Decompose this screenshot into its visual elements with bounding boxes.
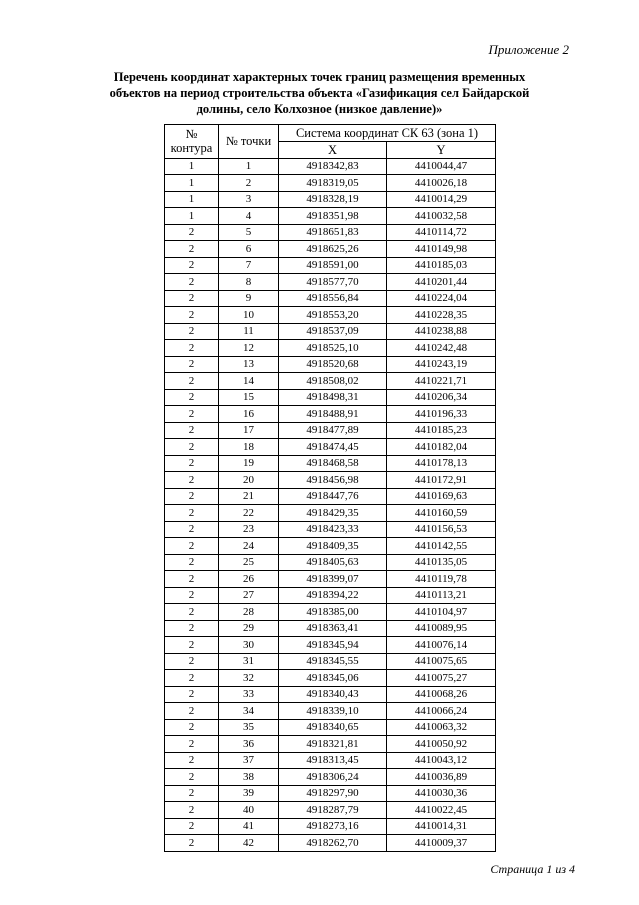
cell-point: 9 — [219, 290, 279, 307]
cell-contour: 2 — [165, 620, 219, 637]
cell-point: 26 — [219, 571, 279, 588]
cell-y: 4410185,03 — [387, 257, 496, 274]
cell-point: 7 — [219, 257, 279, 274]
cell-x: 4918520,68 — [279, 356, 387, 373]
cell-contour: 2 — [165, 785, 219, 802]
cell-y: 4410196,33 — [387, 406, 496, 423]
table-row — [165, 505, 496, 522]
cell-x: 4918340,43 — [279, 686, 387, 703]
cell-x: 4918447,76 — [279, 488, 387, 505]
table-row — [165, 472, 496, 489]
appendix-label: Приложение 2 — [488, 42, 569, 57]
cell-x: 4918297,90 — [279, 785, 387, 802]
cell-contour: 2 — [165, 455, 219, 472]
cell-x: 4918468,58 — [279, 455, 387, 472]
table-row — [165, 175, 496, 192]
cell-point: 33 — [219, 686, 279, 703]
cell-x: 4918456,98 — [279, 472, 387, 489]
table-row — [165, 257, 496, 274]
table-row — [165, 422, 496, 439]
cell-point: 2 — [219, 175, 279, 192]
table-row — [165, 307, 496, 324]
table-row — [165, 406, 496, 423]
table-row — [165, 604, 496, 621]
cell-y: 4410030,36 — [387, 785, 496, 802]
cell-contour: 2 — [165, 488, 219, 505]
cell-point: 1 — [219, 158, 279, 175]
table-body — [165, 158, 496, 851]
cell-x: 4918498,31 — [279, 389, 387, 406]
table-row — [165, 439, 496, 456]
cell-y: 4410156,53 — [387, 521, 496, 538]
cell-x: 4918577,70 — [279, 274, 387, 291]
cell-point: 18 — [219, 439, 279, 456]
cell-x: 4918651,83 — [279, 224, 387, 241]
cell-point: 41 — [219, 818, 279, 835]
cell-y: 4410076,14 — [387, 637, 496, 654]
cell-contour: 2 — [165, 653, 219, 670]
cell-point: 36 — [219, 736, 279, 753]
header-x: X — [279, 141, 387, 158]
cell-x: 4918262,70 — [279, 835, 387, 852]
cell-point: 25 — [219, 554, 279, 571]
cell-point: 39 — [219, 785, 279, 802]
cell-point: 27 — [219, 587, 279, 604]
cell-contour: 2 — [165, 274, 219, 291]
table-row — [165, 653, 496, 670]
cell-x: 4918394,22 — [279, 587, 387, 604]
title-line: долины, село Колхозное (низкое давление)» — [196, 102, 443, 116]
cell-contour: 2 — [165, 703, 219, 720]
table-row — [165, 835, 496, 852]
cell-x: 4918328,19 — [279, 191, 387, 208]
cell-y: 4410238,88 — [387, 323, 496, 340]
cell-contour: 2 — [165, 802, 219, 819]
cell-point: 20 — [219, 472, 279, 489]
table-row — [165, 290, 496, 307]
cell-x: 4918273,16 — [279, 818, 387, 835]
cell-point: 22 — [219, 505, 279, 522]
cell-contour: 2 — [165, 439, 219, 456]
cell-contour: 1 — [165, 158, 219, 175]
cell-point: 35 — [219, 719, 279, 736]
table-row — [165, 191, 496, 208]
cell-x: 4918625,26 — [279, 241, 387, 258]
cell-contour: 2 — [165, 571, 219, 588]
cell-contour: 2 — [165, 307, 219, 324]
cell-x: 4918345,55 — [279, 653, 387, 670]
table-row — [165, 208, 496, 225]
cell-point: 4 — [219, 208, 279, 225]
cell-contour: 1 — [165, 175, 219, 192]
cell-y: 4410068,26 — [387, 686, 496, 703]
cell-x: 4918423,33 — [279, 521, 387, 538]
cell-y: 4410044,47 — [387, 158, 496, 175]
cell-x: 4918306,24 — [279, 769, 387, 786]
title-line: объектов на период строительства объекта «Газификация сел Байдарской — [109, 86, 530, 100]
cell-point: 6 — [219, 241, 279, 258]
cell-x: 4918313,45 — [279, 752, 387, 769]
cell-contour: 2 — [165, 818, 219, 835]
table-row — [165, 752, 496, 769]
cell-y: 4410160,59 — [387, 505, 496, 522]
cell-contour: 2 — [165, 406, 219, 423]
cell-x: 4918537,09 — [279, 323, 387, 340]
table-row — [165, 521, 496, 538]
cell-contour: 2 — [165, 835, 219, 852]
cell-point: 31 — [219, 653, 279, 670]
cell-y: 4410032,58 — [387, 208, 496, 225]
cell-y: 4410014,31 — [387, 818, 496, 835]
cell-point: 3 — [219, 191, 279, 208]
cell-contour: 2 — [165, 538, 219, 555]
cell-x: 4918477,89 — [279, 422, 387, 439]
cell-x: 4918339,10 — [279, 703, 387, 720]
table-row — [165, 373, 496, 390]
cell-y: 4410022,45 — [387, 802, 496, 819]
coordinates-table — [164, 124, 496, 852]
cell-x: 4918591,00 — [279, 257, 387, 274]
table-row — [165, 703, 496, 720]
cell-y: 4410104,97 — [387, 604, 496, 621]
cell-contour: 2 — [165, 719, 219, 736]
cell-y: 4410224,04 — [387, 290, 496, 307]
cell-y: 4410089,95 — [387, 620, 496, 637]
table-row — [165, 620, 496, 637]
cell-y: 4410036,89 — [387, 769, 496, 786]
cell-x: 4918319,05 — [279, 175, 387, 192]
cell-x: 4918399,07 — [279, 571, 387, 588]
cell-contour: 2 — [165, 686, 219, 703]
cell-contour: 2 — [165, 373, 219, 390]
cell-point: 38 — [219, 769, 279, 786]
cell-y: 4410066,24 — [387, 703, 496, 720]
cell-contour: 2 — [165, 736, 219, 753]
cell-x: 4918345,94 — [279, 637, 387, 654]
cell-y: 4410075,65 — [387, 653, 496, 670]
cell-y: 4410178,13 — [387, 455, 496, 472]
cell-contour: 2 — [165, 340, 219, 357]
cell-y: 4410063,32 — [387, 719, 496, 736]
table-row — [165, 554, 496, 571]
cell-point: 32 — [219, 670, 279, 687]
header-contour: № контура — [165, 125, 219, 159]
cell-x: 4918556,84 — [279, 290, 387, 307]
table-row — [165, 241, 496, 258]
cell-y: 4410014,29 — [387, 191, 496, 208]
cell-point: 5 — [219, 224, 279, 241]
cell-contour: 2 — [165, 637, 219, 654]
cell-point: 40 — [219, 802, 279, 819]
cell-y: 4410026,18 — [387, 175, 496, 192]
cell-x: 4918351,98 — [279, 208, 387, 225]
cell-y: 4410243,19 — [387, 356, 496, 373]
cell-point: 15 — [219, 389, 279, 406]
cell-x: 4918488,91 — [279, 406, 387, 423]
table-row — [165, 323, 496, 340]
cell-x: 4918474,45 — [279, 439, 387, 456]
cell-x: 4918429,35 — [279, 505, 387, 522]
cell-point: 13 — [219, 356, 279, 373]
cell-contour: 2 — [165, 241, 219, 258]
cell-x: 4918405,63 — [279, 554, 387, 571]
cell-y: 4410228,35 — [387, 307, 496, 324]
cell-contour: 2 — [165, 554, 219, 571]
cell-contour: 2 — [165, 356, 219, 373]
table-row — [165, 719, 496, 736]
cell-point: 30 — [219, 637, 279, 654]
cell-contour: 2 — [165, 422, 219, 439]
cell-x: 4918363,41 — [279, 620, 387, 637]
table-row — [165, 274, 496, 291]
cell-x: 4918287,79 — [279, 802, 387, 819]
cell-contour: 2 — [165, 389, 219, 406]
page-number: Страница 1 из 4 — [490, 862, 575, 876]
table-row — [165, 488, 496, 505]
cell-x: 4918342,83 — [279, 158, 387, 175]
cell-contour: 2 — [165, 224, 219, 241]
cell-point: 29 — [219, 620, 279, 637]
cell-y: 4410206,34 — [387, 389, 496, 406]
cell-contour: 1 — [165, 191, 219, 208]
cell-point: 24 — [219, 538, 279, 555]
table-row — [165, 587, 496, 604]
table-row — [165, 769, 496, 786]
cell-x: 4918508,02 — [279, 373, 387, 390]
cell-point: 12 — [219, 340, 279, 357]
cell-contour: 2 — [165, 290, 219, 307]
cell-point: 23 — [219, 521, 279, 538]
cell-x: 4918409,35 — [279, 538, 387, 555]
cell-x: 4918345,06 — [279, 670, 387, 687]
cell-contour: 2 — [165, 752, 219, 769]
cell-y: 4410050,92 — [387, 736, 496, 753]
cell-x: 4918340,65 — [279, 719, 387, 736]
table-row — [165, 455, 496, 472]
cell-y: 4410169,63 — [387, 488, 496, 505]
cell-point: 17 — [219, 422, 279, 439]
table-row — [165, 356, 496, 373]
table-row — [165, 340, 496, 357]
cell-contour: 2 — [165, 604, 219, 621]
table-row — [165, 571, 496, 588]
cell-point: 10 — [219, 307, 279, 324]
cell-y: 4410043,12 — [387, 752, 496, 769]
cell-contour: 2 — [165, 505, 219, 522]
cell-y: 4410119,78 — [387, 571, 496, 588]
cell-point: 14 — [219, 373, 279, 390]
table-row — [165, 670, 496, 687]
cell-y: 4410242,48 — [387, 340, 496, 357]
cell-contour: 2 — [165, 323, 219, 340]
cell-contour: 2 — [165, 472, 219, 489]
table-row — [165, 158, 496, 175]
cell-x: 4918321,81 — [279, 736, 387, 753]
cell-point: 21 — [219, 488, 279, 505]
cell-y: 4410201,44 — [387, 274, 496, 291]
cell-y: 4410009,37 — [387, 835, 496, 852]
cell-point: 42 — [219, 835, 279, 852]
table-row — [165, 736, 496, 753]
cell-y: 4410149,98 — [387, 241, 496, 258]
cell-x: 4918525,10 — [279, 340, 387, 357]
cell-contour: 2 — [165, 257, 219, 274]
cell-x: 4918553,20 — [279, 307, 387, 324]
cell-y: 4410135,05 — [387, 554, 496, 571]
cell-y: 4410142,55 — [387, 538, 496, 555]
cell-contour: 2 — [165, 587, 219, 604]
document-title — [60, 69, 579, 117]
cell-point: 34 — [219, 703, 279, 720]
cell-y: 4410221,71 — [387, 373, 496, 390]
table-row — [165, 224, 496, 241]
table-row — [165, 802, 496, 819]
cell-point: 16 — [219, 406, 279, 423]
header-coordinate-system: Система координат СК 63 (зона 1) — [279, 125, 496, 142]
cell-point: 11 — [219, 323, 279, 340]
table-row — [165, 389, 496, 406]
cell-y: 4410172,91 — [387, 472, 496, 489]
header-point: № точки — [219, 125, 279, 159]
cell-y: 4410113,21 — [387, 587, 496, 604]
cell-x: 4918385,00 — [279, 604, 387, 621]
table-row — [165, 785, 496, 802]
title-line: Перечень координат характерных точек границ размещения временных — [113, 70, 526, 84]
cell-point: 8 — [219, 274, 279, 291]
cell-contour: 2 — [165, 521, 219, 538]
header-y: Y — [387, 141, 496, 158]
cell-point: 19 — [219, 455, 279, 472]
table-row — [165, 818, 496, 835]
cell-y: 4410075,27 — [387, 670, 496, 687]
cell-contour: 1 — [165, 208, 219, 225]
cell-contour: 2 — [165, 670, 219, 687]
cell-point: 28 — [219, 604, 279, 621]
cell-y: 4410185,23 — [387, 422, 496, 439]
table-row — [165, 538, 496, 555]
table-row — [165, 637, 496, 654]
cell-point: 37 — [219, 752, 279, 769]
cell-contour: 2 — [165, 769, 219, 786]
cell-y: 4410114,72 — [387, 224, 496, 241]
cell-y: 4410182,04 — [387, 439, 496, 456]
table-row — [165, 686, 496, 703]
